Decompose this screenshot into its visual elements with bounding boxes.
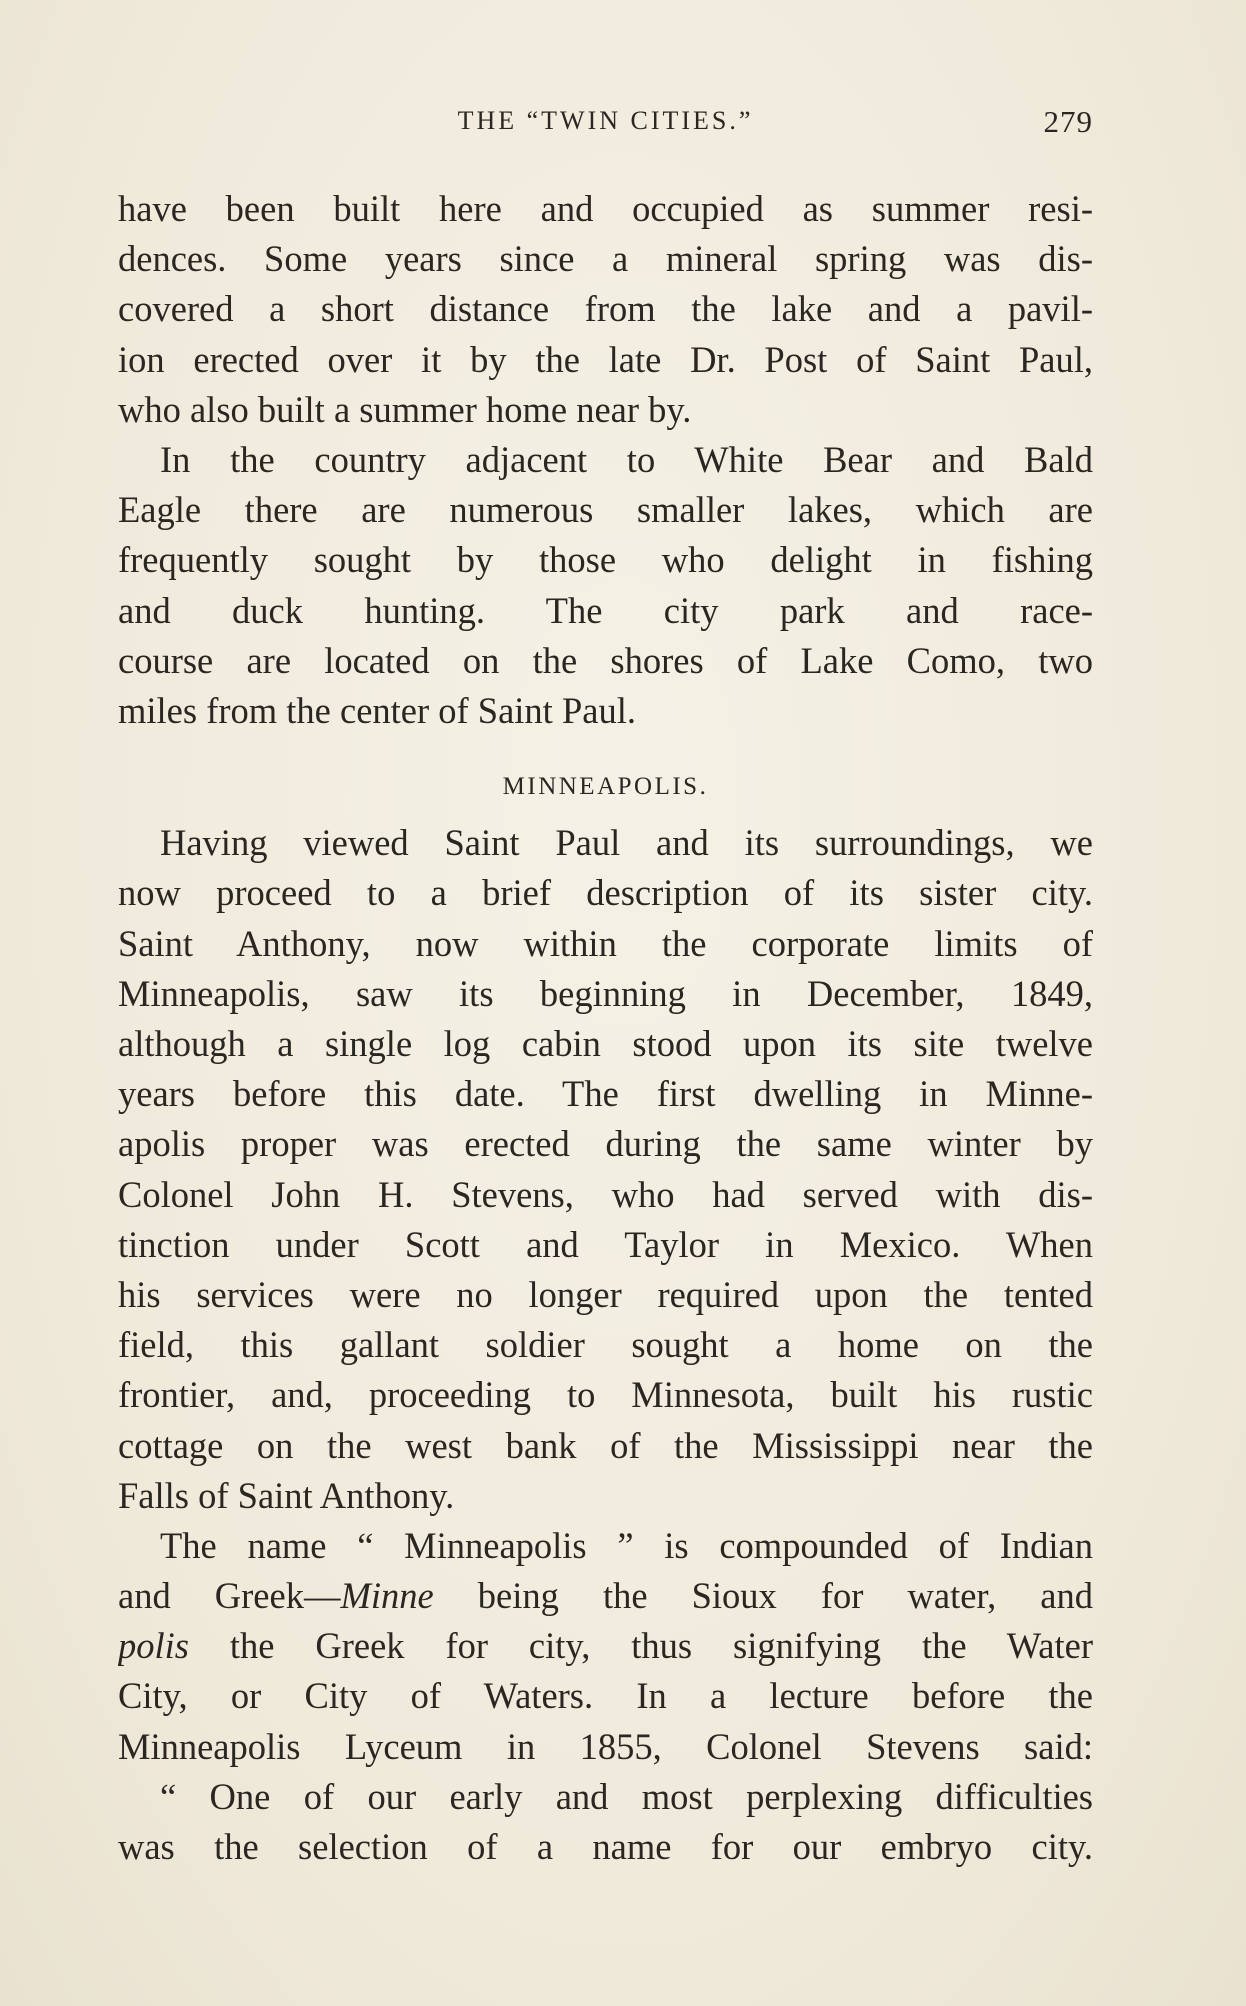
text-line: who also built a summer home near by. [118,388,692,430]
text-line: Colonel John H. Stevens, who had served with dis- [118,1173,1093,1215]
text-run: and Greek— [118,1575,341,1617]
text-line: frequently sought by those who delight in fishing [118,539,1093,581]
text-line: ion erected over it by the late Dr. Post of Saint Paul, [118,338,1093,380]
text-line: City, or City of Waters. In a lecture before the [118,1675,1093,1717]
italic-word: Minne [340,1575,434,1617]
text-line: although a single log cabin stood upon its site twelve [118,1023,1093,1064]
page-number: 279 [1043,104,1093,139]
text-line: field, this gallant soldier sought a home on the [118,1324,1093,1366]
section-heading: MINNEAPOLIS. [502,773,709,801]
text-line: Saint Anthony, now within the corporate limits of [118,922,1093,964]
text-line [118,1621,1093,1671]
text-line: and duck hunting. The city park and race- [118,589,1093,631]
text-run: being the Sioux for water, and [433,1575,1093,1617]
text-line: now proceed to a brief description of its sister city. [118,872,1093,914]
body-text [118,184,1093,1872]
text-line: Minneapolis Lyceum in 1855, Colonel Stevens said: [118,1725,1093,1767]
text-line: apolis proper was erected during the same winter by [118,1123,1093,1165]
text-line: In the country adjacent to White Bear and Bald [160,438,1093,480]
text-line: was the selection of a name for our embryo city. [118,1826,1093,1867]
text-line: covered a short distance from the lake and a pavil- [118,288,1093,330]
italic-word: polis [118,1625,189,1667]
text-run: the Greek for city, thus signifying the Water [189,1625,1093,1667]
text-line: frontier, and, proceeding to Minnesota, built his rustic [118,1374,1093,1416]
text-line: Falls of Saint Anthony. [118,1474,455,1516]
running-title: THE “TWIN CITIES.” [457,106,754,135]
text-line: Eagle there are numerous smaller lakes, which are [118,489,1093,531]
text-line: dences. Some years since a mineral spring was dis- [118,238,1093,280]
text-line: cottage on the west bank of the Mississippi near the [118,1424,1093,1466]
text-line: years before this date. The first dwelling in Minne- [118,1073,1093,1115]
text-line: miles from the center of Saint Paul. [118,689,636,731]
text-line: have been built here and occupied as summer resi- [118,188,1093,229]
text-line: “ One of our early and most perplexing difficulties [160,1775,1093,1817]
running-head [118,104,1093,144]
text-line: tinction under Scott and Taylor in Mexico. When [118,1223,1093,1265]
text-line [118,1571,1093,1621]
text-line: his services were no longer required upon the tented [118,1273,1093,1315]
text-line: course are located on the shores of Lake Como, two [118,639,1093,681]
text-line: Having viewed Saint Paul and its surroundings, we [160,822,1093,864]
text-line: The name “ Minneapolis ” is compounded of Indian [160,1524,1093,1566]
text-line: Minneapolis, saw its beginning in December, 1849, [118,972,1093,1014]
